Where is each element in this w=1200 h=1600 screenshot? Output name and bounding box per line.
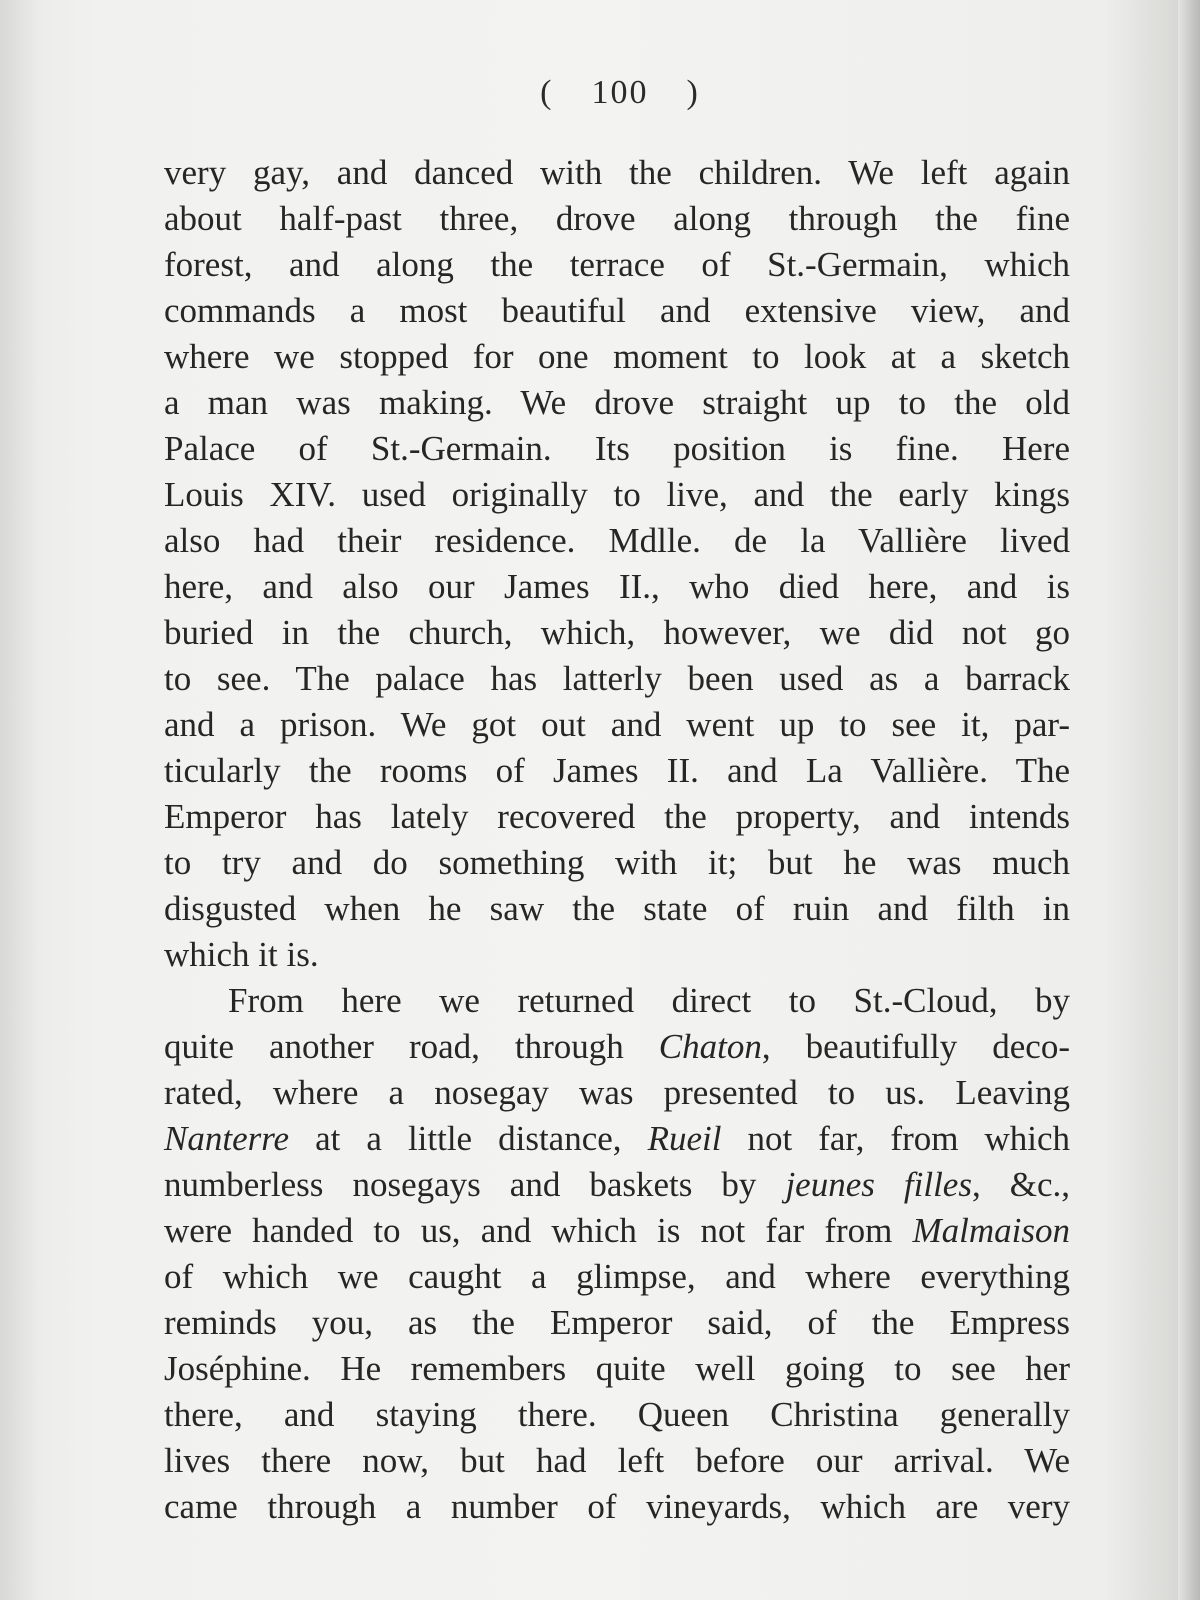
text-line: forest, and along the terrace of St.-Germain, which [164,245,1070,284]
text-line: a man was making. We drove straight up to the old [164,383,1070,422]
text-line: and a prison. We got out and went up to see it, par- [164,705,1070,744]
text-line: From here we returned direct to St.-Cloud, by [228,981,1070,1020]
text-line: reminds you, as the Emperor said, of the Empress [164,1303,1070,1342]
text-line [164,1116,1070,1162]
page-gutter-shadow [0,0,40,1600]
text-line: Joséphine. He remembers quite well going to see her [164,1349,1070,1388]
text-line: buried in the church, which, however, we did not go [164,613,1070,652]
text-line [164,1162,1070,1208]
text-line: Palace of St.-Germain. Its position is fine. Here [164,429,1070,468]
page-number-open-paren: ( [540,74,554,111]
text-line: ticularly the rooms of James II. and La Vallière. The [164,751,1070,790]
text-run: not far, from which [721,1119,1070,1158]
text-line: to try and do something with it; but he was much [164,843,1070,882]
text-run: , beautifully deco- [761,1027,1070,1066]
text-run: quite another road, through [164,1027,659,1066]
text-run: were handed to us, and which is not far from [164,1211,913,1250]
page-edge [1178,0,1200,1600]
place-name-rueil: Rueil [647,1119,722,1158]
text-line: also had their residence. Mdlle. de la Vallière lived [164,521,1070,560]
page-number-value: 100 [591,74,649,111]
text-run: , &c., [971,1165,1070,1204]
text-line: came through a number of vineyards, which are very [164,1487,1070,1526]
text-run: numberless nosegays and baskets by [164,1165,786,1204]
place-name-malmaison: Malmaison [912,1211,1070,1250]
place-name-nanterre: Nanterre [164,1119,290,1158]
text-line [164,1208,1070,1254]
text-run: at a little distance, [289,1119,648,1158]
text-line: of which we caught a glimpse, and where everything [164,1257,1070,1296]
paragraph-1 [164,150,1070,978]
text-line: where we stopped for one moment to look at a sketch [164,337,1070,376]
text-line: which it is. [164,935,319,974]
paragraph-2 [164,978,1070,1530]
text-line: lives there now, but had left before our arrival. We [164,1441,1070,1480]
text-line: disgusted when he saw the state of ruin and filth in [164,889,1070,928]
phrase-jeunes-filles: jeunes filles [785,1165,972,1204]
text-line: about half-past three, drove along through the fine [164,199,1070,238]
text-line: here, and also our James II., who died here, and is [164,567,1070,606]
body-text [164,150,1070,1530]
text-line: Emperor has lately recovered the property, and intends [164,797,1070,836]
page-number-close-paren: ) [686,74,700,111]
text-line: there, and staying there. Queen Christina generally [164,1395,1070,1434]
text-line: commands a most beautiful and extensive view, and [164,291,1070,330]
page-number [0,74,1200,112]
text-line: rated, where a nosegay was presented to us. Leaving [164,1073,1070,1112]
text-line [164,1024,1070,1070]
text-line: Louis XIV. used originally to live, and the early kings [164,475,1070,514]
text-line: very gay, and danced with the children. We left again [164,153,1070,192]
place-name-chaton: Chaton [658,1027,762,1066]
text-line: to see. The palace has latterly been used as a barrack [164,659,1070,698]
